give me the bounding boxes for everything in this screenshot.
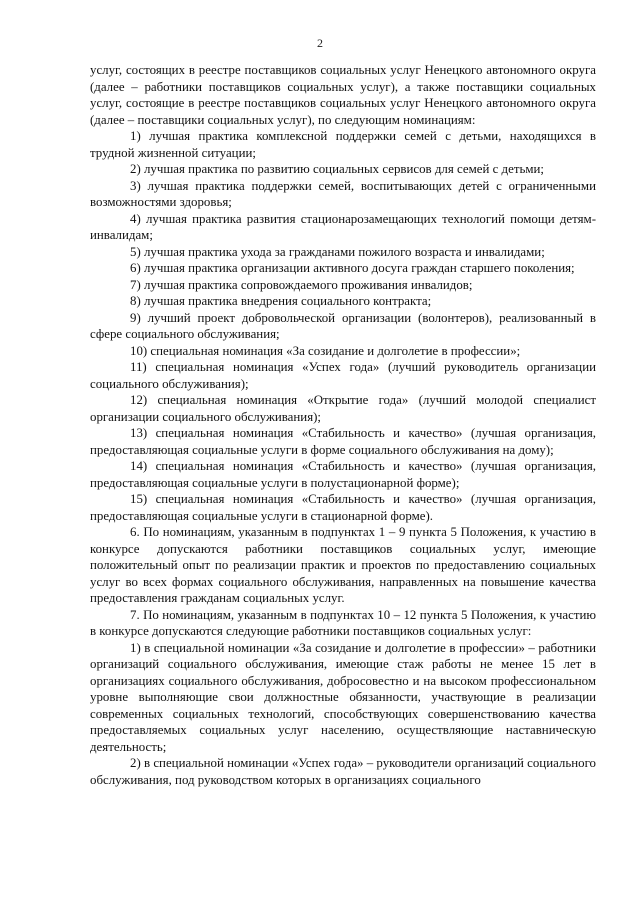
list-item-nomination-10: 10) специальная номинация «За созидание и долголетие в профессии»; xyxy=(130,343,521,358)
list-item-nomination-6: 6) лучшая практика организации активного досуга граждан старшего поколения; xyxy=(130,261,575,275)
clause-7-item-2: 2) в специальной номинации «Успех года» – руководители организаций социального обслуживания, под руководством которых в организациях социального xyxy=(90,756,596,787)
clause-7-item-1: 1) в специальной номинации «За созидание и долголетие в профессии» – работники организаций социального обслуживания, имеющие стаж работы не менее 15 лет в организациях социального обслуживания, добросовестно и на высоком профессиональном уровне выполняющие свои должностные обязанности, участвующие в реализации современных социальных технологий, способствующих совершенствованию качества предоставляемых социальных услуг населению, осуществляющие наставническую деятельность; xyxy=(90,640,596,754)
list-item-nomination-13: 13) специальная номинация «Стабильность и качество» (лучшая организация, предоставляющая социальные услуги в форме социального обслуживания на дому); xyxy=(90,426,596,457)
list-item-nomination-9: 9) лучший проект добровольческой организации (волонтеров), реализованный в сфере социального обслуживания; xyxy=(90,310,596,341)
page-number: 2 xyxy=(317,36,323,50)
list-item-nomination-7: 7) лучшая практика сопровождаемого проживания инвалидов; xyxy=(130,277,473,292)
list-item-nomination-4: 4) лучшая практика развития стационарозамещающих технологий помощи детям-инвалидам; xyxy=(90,211,596,242)
clause-6: 6. По номинациям, указанным в подпунктах 1 – 9 пункта 5 Положения, к участию в конкурсе допускаются работники поставщиков социальных услуг, имеющие положительный опыт по реализации практик и проектов по предоставлению социальных услуг во всех формах социального обслуживания, направленных на повышение качества предоставления гражданам социальных услуг. xyxy=(90,525,596,605)
list-item-nomination-12: 12) специальная номинация «Открытие года» (лучший молодой специалист организации социального обслуживания); xyxy=(90,393,596,424)
list-item-nomination-2: 2) лучшая практика по развитию социальных сервисов для семей с детьми; xyxy=(130,162,544,176)
list-item-nomination-5: 5) лучшая практика ухода за гражданами пожилого возраста и инвалидами; xyxy=(130,244,545,259)
clause-7: 7. По номинациям, указанным в подпунктах 10 – 12 пункта 5 Положения, к участию в конкурсе допускаются следующие работники поставщиков социальных услуг: xyxy=(90,607,596,638)
document-body xyxy=(90,62,596,788)
list-item-nomination-15: 15) специальная номинация «Стабильность и качество» (лучшая организация, предоставляющая социальные услуги в стационарной форме). xyxy=(90,492,596,523)
list-item-nomination-1: 1) лучшая практика комплексной поддержки семей с детьми, находящихся в трудной жизненной ситуации; xyxy=(90,129,596,160)
list-item-nomination-8: 8) лучшая практика внедрения социального контракта; xyxy=(130,294,432,308)
list-item-nomination-14: 14) специальная номинация «Стабильность и качество» (лучшая организация, предоставляющая социальные услуги в полустационарной форме); xyxy=(90,459,596,490)
paragraph-intro: услуг, состоящих в реестре поставщиков социальных услуг Ненецкого автономного округа (далее – работники поставщиков социальных услуг), а также поставщики социальных услуг, состоящие в реестре поставщиков социальных услуг Ненецкого автономного округа (далее – поставщики социальных услуг), по следующим номинациям: xyxy=(90,63,596,127)
list-item-nomination-3: 3) лучшая практика поддержки семей, воспитывающих детей с ограниченными возможностями здоровья; xyxy=(90,178,596,209)
list-item-nomination-11: 11) специальная номинация «Успех года» (лучший руководитель организации социального обслуживания); xyxy=(90,360,596,391)
